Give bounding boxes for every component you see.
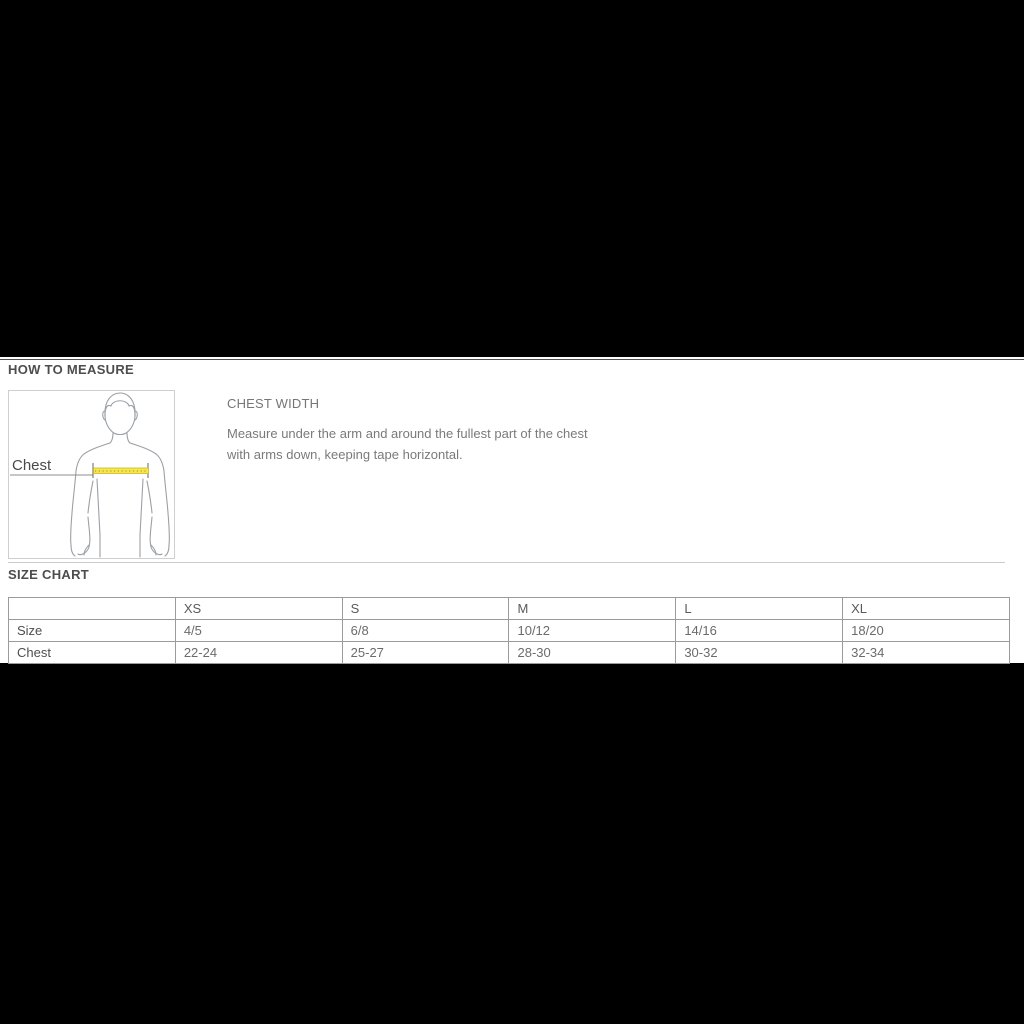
table-row-size: [9, 620, 1010, 642]
size-chart-header-row: [9, 598, 1010, 620]
chest-width-title: CHEST WIDTH: [227, 396, 320, 411]
chest-value-s: 25-27: [342, 642, 509, 664]
panel-top-rule: [0, 359, 1024, 360]
tape-measure: [94, 468, 149, 474]
description-line-1: Measure under the arm and around the fullest part of the chest: [227, 426, 588, 441]
measurement-diagram-box: [8, 390, 175, 559]
how-to-measure-heading: HOW TO MEASURE: [8, 362, 135, 377]
column-header-xs: XS: [175, 598, 342, 620]
description-line-2: with arms down, keeping tape horizontal.: [227, 447, 463, 462]
body-outline-diagram: [9, 391, 174, 558]
size-value-l: 14/16: [676, 620, 843, 642]
size-value-m: 10/12: [509, 620, 676, 642]
column-header-xl: XL: [843, 598, 1010, 620]
column-header-l: L: [676, 598, 843, 620]
chest-value-l: 30-32: [676, 642, 843, 664]
size-guide-panel: [0, 357, 1024, 663]
column-header-s: S: [342, 598, 509, 620]
row-label-chest: Chest: [9, 642, 176, 664]
section-divider: [8, 562, 1005, 563]
chest-width-description: [227, 423, 647, 465]
measurement-instructions: [227, 396, 647, 465]
size-chart-heading: SIZE CHART: [8, 567, 89, 582]
column-header-m: M: [509, 598, 676, 620]
size-value-xs: 4/5: [175, 620, 342, 642]
size-value-s: 6/8: [342, 620, 509, 642]
chest-value-xl: 32-34: [843, 642, 1010, 664]
row-label-size: Size: [9, 620, 176, 642]
size-chart-corner-cell: [9, 598, 176, 620]
size-chart-table: [8, 597, 1010, 664]
chest-callout-label: Chest: [12, 457, 52, 474]
size-value-xl: 18/20: [843, 620, 1010, 642]
table-row-chest: [9, 642, 1010, 664]
chest-value-xs: 22-24: [175, 642, 342, 664]
chest-value-m: 28-30: [509, 642, 676, 664]
